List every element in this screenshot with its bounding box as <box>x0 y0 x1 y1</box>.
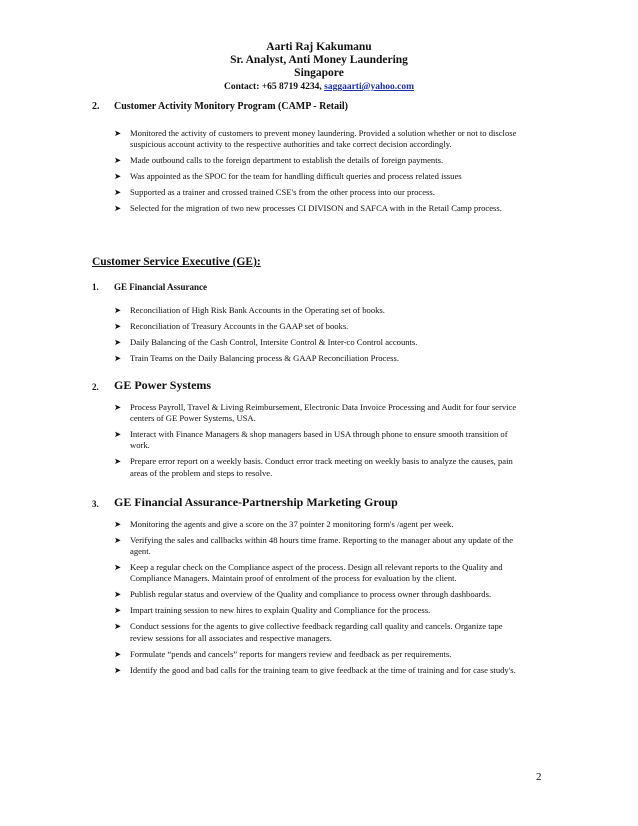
contact-line <box>0 81 638 93</box>
ge-pmg-bullet-list <box>114 519 524 681</box>
cse-heading: Customer Service Executive (GE): <box>92 256 261 268</box>
ge-ps-title: GE Power Systems <box>114 378 212 392</box>
list-item: ➤ Publish regular status and overview of the Quality and compliance to process owner through dashboards. <box>114 589 492 600</box>
ge-fa-bullet-list <box>114 305 524 369</box>
arrow-bullet-icon: ➤ <box>114 456 122 467</box>
arrow-bullet-icon: ➤ <box>114 155 122 166</box>
list-item: ➤ Conduct sessions for the agents to give collective feedback regarding call quality and cancels. Organize tape review sessions for all associates and respective managers. <box>114 621 503 643</box>
ge-pmg-number: 3. <box>92 499 99 509</box>
page-number: 2 <box>536 771 542 783</box>
list-item: ➤ Reconciliation of High Risk Bank Accounts in the Operating set of books. <box>114 305 385 315</box>
list-item: ➤ Made outbound calls to the foreign department to establish the details of foreign payments. <box>114 155 444 166</box>
list-item: ➤ Monitored the activity of customers to prevent money laundering. Provided a solution whether or not to disclose suspicious account activity to the respective authorities and take correct decision accordingly. <box>114 128 517 150</box>
arrow-bullet-icon: ➤ <box>114 664 122 675</box>
list-item: ➤ Daily Balancing of the Cash Control, Intersite Control & Inter-co Control accounts. <box>114 337 418 347</box>
email-link[interactable]: saggaarti@yahoo.com <box>324 82 414 92</box>
list-item: ➤ Reconciliation of Treasury Accounts in the GAAP set of books. <box>114 321 349 331</box>
candidate-title: Sr. Analyst, Anti Money Laundering <box>230 54 408 66</box>
ge-ps-bullet-list <box>114 402 524 484</box>
list-item: ➤ Process Payroll, Travel & Living Reimbursement, Electronic Data Invoice Processing and Audit for four service centers of GE Power Systems, USA. <box>114 402 517 424</box>
camp-bullet-list <box>114 128 524 219</box>
list-item: ➤ Verifying the sales and callbacks within 48 hours time frame. Reporting to the manager about any update of the agent. <box>114 535 514 557</box>
arrow-bullet-icon: ➤ <box>114 187 122 198</box>
arrow-bullet-icon: ➤ <box>114 171 122 182</box>
arrow-bullet-icon: ➤ <box>114 321 122 331</box>
list-item: ➤ Impart training session to new hires to explain Quality and Compliance for the process. <box>114 605 431 616</box>
list-item: ➤ Was appointed as the SPOC for the team for handling difficult queries and process related issues <box>114 171 462 182</box>
arrow-bullet-icon: ➤ <box>114 203 122 214</box>
arrow-bullet-icon: ➤ <box>114 402 122 412</box>
arrow-bullet-icon: ➤ <box>114 128 122 138</box>
list-item: ➤ Interact with Finance Managers & shop managers based in USA through phone to ensure smooth transition of work. <box>114 429 508 451</box>
arrow-bullet-icon: ➤ <box>114 562 122 573</box>
arrow-bullet-icon: ➤ <box>114 519 122 529</box>
arrow-bullet-icon: ➤ <box>114 648 122 659</box>
ge-fa-title: GE Financial Assurance <box>114 282 208 292</box>
camp-section-number: 2. <box>92 101 100 112</box>
candidate-name: Aarti Raj Kakumanu <box>266 41 372 53</box>
list-item: ➤ Supported as a trainer and crossed trained CSE's from the other process into our process. <box>114 187 435 198</box>
arrow-bullet-icon: ➤ <box>114 535 122 545</box>
list-item: ➤ Keep a regular check on the Compliance aspect of the process. Design all relevant reports to the Quality and Compliance Managers. Maintain proof of enrolment of the process for evaluation by the client. <box>114 562 503 584</box>
arrow-bullet-icon: ➤ <box>114 605 122 616</box>
arrow-bullet-icon: ➤ <box>114 429 122 440</box>
list-item: ➤ Train Teams on the Daily Balancing process & GAAP Reconciliation Process. <box>114 353 400 363</box>
ge-fa-number: 1. <box>92 282 99 292</box>
arrow-bullet-icon: ➤ <box>114 353 122 363</box>
list-item: ➤ Formulate “pends and cancels” reports for mangers review and feedback as per requirements. <box>114 648 452 659</box>
list-item: ➤ Selected for the migration of two new processes CI DIVISON and SAFCA with in the Retail Camp process. <box>114 203 502 214</box>
arrow-bullet-icon: ➤ <box>114 305 122 315</box>
arrow-bullet-icon: ➤ <box>114 621 122 632</box>
list-item: ➤ Prepare error report on a weekly basis. Conduct error track meeting on weekly basis to analyze the causes, pain areas of the problem and steps to resolve. <box>114 456 513 478</box>
ge-ps-number: 2. <box>92 382 99 392</box>
arrow-bullet-icon: ➤ <box>114 337 122 347</box>
arrow-bullet-icon: ➤ <box>114 589 122 600</box>
list-item: ➤ Monitoring the agents and give a score on the 37 pointer 2 monitoring form's /agent per week. <box>114 519 454 529</box>
ge-pmg-title: GE Financial Assurance-Partnership Marketing Group <box>114 495 398 509</box>
list-item: ➤ Identify the good and bad calls for the training team to give feedback at the time of training and for case study's. <box>114 664 516 675</box>
camp-section-title: Customer Activity Monitory Program (CAMP - Retail) <box>114 101 349 112</box>
contact-phone: Contact: +65 8719 4234, <box>224 82 325 92</box>
candidate-location: Singapore <box>294 67 344 79</box>
